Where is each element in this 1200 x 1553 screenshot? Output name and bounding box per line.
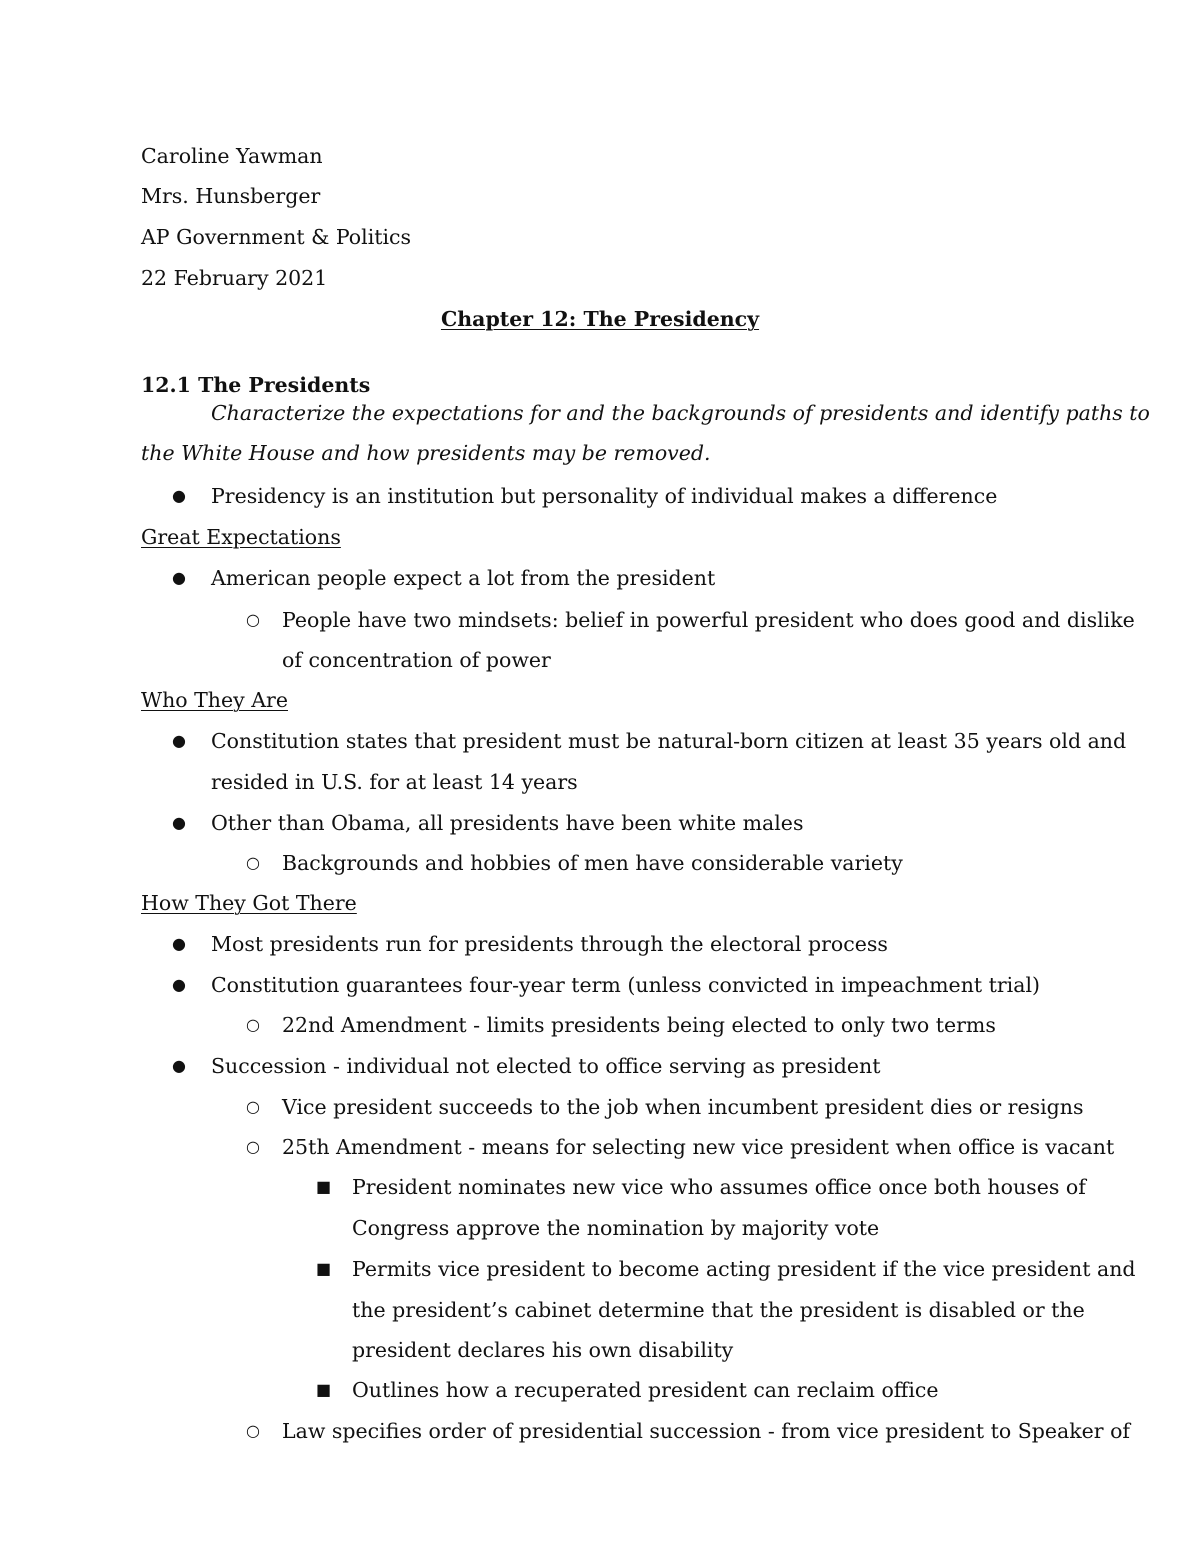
list-item: Constitution guarantees four-year term (unless convicted in impeachment trial) [211,973,1041,997]
bullet-disc-icon: ● [172,975,186,994]
list-item: Constitution states that president must be natural-born citizen at least 35 years old and [211,729,1127,753]
list-item-continuation: of concentration of power [282,648,551,672]
subheading-how-they-got-there: How They Got There [141,891,357,915]
subheading-great-expectations: Great Expectations [141,525,341,549]
list-item: 22nd Amendment - limits presidents being elected to only two terms [282,1013,996,1037]
bullet-circle-icon: ○ [246,1015,260,1034]
list-item: Outlines how a recuperated president can reclaim office [352,1378,939,1402]
teacher-name: Mrs. Hunsberger [141,184,321,208]
bullet-disc-icon: ● [172,731,186,750]
bullet-circle-icon: ○ [246,610,260,629]
bullet-disc-icon: ● [172,813,186,832]
course-name: AP Government & Politics [141,225,412,249]
page-title: Chapter 12: The Presidency [440,307,760,331]
list-item: American people expect a lot from the president [211,566,716,590]
list-item: Most presidents run for presidents through the electoral process [211,932,888,956]
bullet-square-icon: ■ [316,1380,332,1399]
list-item: Other than Obama, all presidents have been white males [211,811,804,835]
subheading-who-they-are: Who They Are [141,688,288,712]
list-item: Backgrounds and hobbies of men have considerable variety [282,851,903,875]
list-item: Succession - individual not elected to office serving as president [211,1054,881,1078]
list-item: Law specifies order of presidential succession - from vice president to Speaker of [282,1419,1131,1443]
section-objective-line-1: Characterize the expectations for and the backgrounds of presidents and identify paths to [211,401,1150,425]
list-item-continuation: president declares his own disability [352,1338,734,1362]
bullet-circle-icon: ○ [246,1421,260,1440]
list-item-continuation: the president’s cabinet determine that the president is disabled or the [352,1298,1085,1322]
bullet-square-icon: ■ [316,1259,332,1278]
bullet-circle-icon: ○ [246,853,260,872]
document-date: 22 February 2021 [141,266,328,290]
section-heading: 12.1 The Presidents [141,373,371,397]
list-item: Presidency is an institution but personality of individual makes a difference [211,484,998,508]
list-item: Vice president succeeds to the job when incumbent president dies or resigns [282,1095,1084,1119]
bullet-disc-icon: ● [172,486,186,505]
bullet-circle-icon: ○ [246,1137,260,1156]
list-item: President nominates new vice who assumes office once both houses of [352,1175,1086,1199]
list-item: 25th Amendment - means for selecting new vice president when office is vacant [282,1135,1115,1159]
list-item: Permits vice president to become acting president if the vice president and [352,1257,1136,1281]
list-item-continuation: resided in U.S. for at least 14 years [211,770,578,794]
list-item: People have two mindsets: belief in powerful president who does good and dislike [282,608,1135,632]
author-name: Caroline Yawman [141,144,323,168]
bullet-disc-icon: ● [172,568,186,587]
bullet-disc-icon: ● [172,1056,186,1075]
bullet-square-icon: ■ [316,1177,332,1196]
list-item-continuation: Congress approve the nomination by majority vote [352,1216,880,1240]
bullet-circle-icon: ○ [246,1097,260,1116]
section-objective-line-2: the White House and how presidents may be removed. [141,441,711,465]
bullet-disc-icon: ● [172,934,186,953]
